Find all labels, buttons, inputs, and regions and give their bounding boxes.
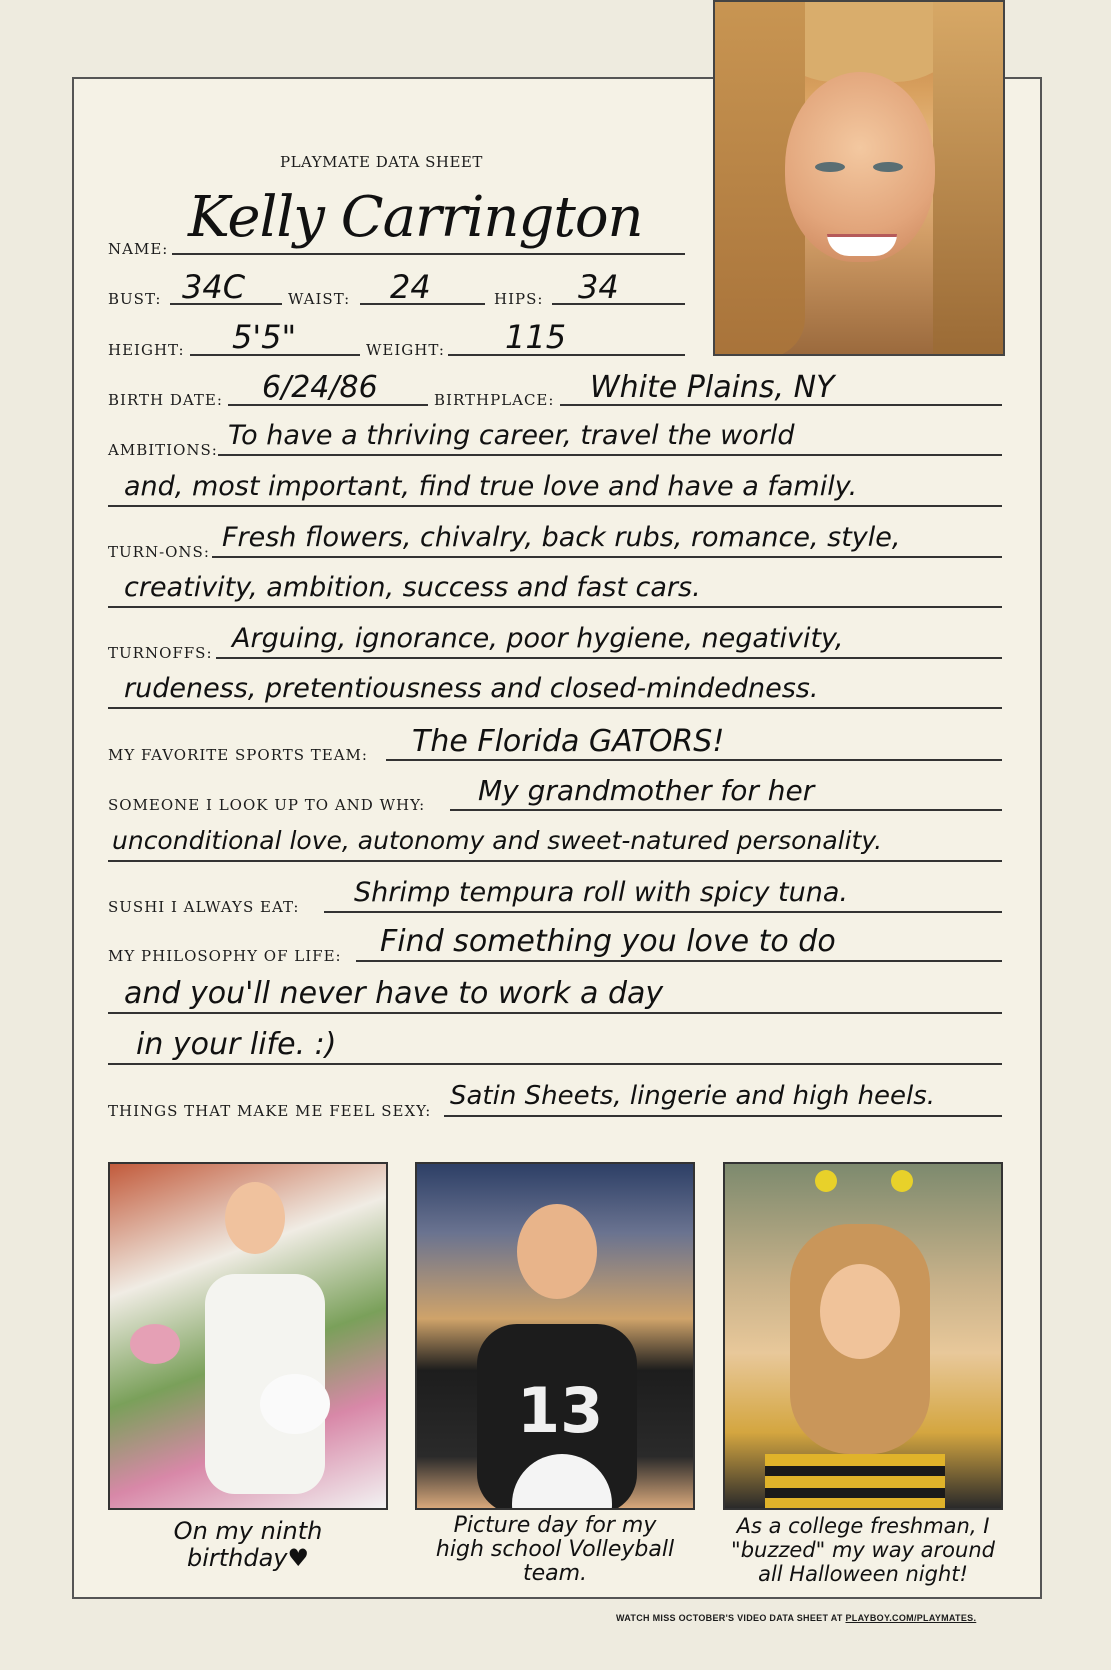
ambitions-value-2: and, most important, find true love and have a family.	[124, 471, 858, 502]
height-value: 5'5"	[232, 318, 297, 356]
turnoffs-value-2: rudeness, pretentiousness and closed-mindedness.	[124, 673, 819, 704]
philosophy-line-2	[108, 1012, 1002, 1014]
volleyball-caption-line: high school Volleyball	[435, 1537, 675, 1562]
philosophy-value-3: in your life. :)	[136, 1027, 337, 1062]
name-label: NAME:	[108, 240, 169, 258]
childhood-caption	[108, 1518, 388, 1572]
look-up-to-value-1: My grandmother for her	[478, 774, 815, 807]
weight-line	[448, 354, 685, 356]
philosophy-label: MY PHILOSOPHY OF LIFE:	[108, 947, 342, 965]
ambitions-value-1: To have a thriving career, travel the world	[228, 420, 795, 451]
turn-ons-value-1: Fresh flowers, chivalry, back rubs, romance, style,	[222, 522, 901, 553]
look-up-to-label: SOMEONE I LOOK UP TO AND WHY:	[108, 796, 426, 814]
sushi-label: SUSHI I ALWAYS EAT:	[108, 898, 300, 916]
sheet-title: PLAYMATE DATA SHEET	[280, 153, 483, 171]
bust-label: BUST:	[108, 290, 162, 308]
ambitions-line-1	[218, 454, 1002, 456]
turnoffs-value-1: Arguing, ignorance, poor hygiene, negativity,	[232, 623, 844, 654]
sushi-value: Shrimp tempura roll with spicy tuna.	[354, 877, 848, 908]
sushi-line	[324, 911, 1002, 913]
footer	[616, 1613, 976, 1623]
hips-label: HIPS:	[494, 290, 544, 308]
weight-value: 115	[505, 318, 567, 356]
look-up-to-line-2	[108, 860, 1002, 862]
volleyball-photo	[415, 1162, 695, 1510]
turn-ons-line-2	[108, 606, 1002, 608]
headshot-photo	[713, 0, 1005, 356]
sports-team-label: MY FAVORITE SPORTS TEAM:	[108, 746, 368, 764]
philosophy-line-1	[356, 960, 1002, 962]
volleyball-caption-line: team.	[522, 1561, 588, 1586]
sexy-value: Satin Sheets, lingerie and high heels.	[450, 1081, 936, 1111]
childhood-caption-line: birthday♥	[186, 1544, 310, 1572]
philosophy-line-3	[108, 1063, 1002, 1065]
look-up-to-value-2: unconditional love, autonomy and sweet-natured personality.	[112, 826, 883, 855]
sports-team-value: The Florida GATORS!	[412, 724, 725, 759]
hips-value: 34	[578, 268, 619, 306]
volleyball-caption	[408, 1514, 702, 1586]
halloween-caption-line: As a college freshman, I	[736, 1514, 990, 1538]
sports-team-line	[386, 759, 1002, 761]
turnoffs-line-1	[216, 657, 1002, 659]
name-value: Kelly Carrington	[188, 185, 643, 250]
look-up-to-line-1	[450, 809, 1002, 811]
height-label: HEIGHT:	[108, 341, 185, 359]
turn-ons-line-1	[212, 556, 1002, 558]
weight-label: WEIGHT:	[366, 341, 445, 359]
birth-date-label: BIRTH DATE:	[108, 391, 223, 409]
footer-text: WATCH MISS OCTOBER'S VIDEO DATA SHEET AT	[616, 1613, 843, 1623]
philosophy-value-2: and you'll never have to work a day	[124, 976, 664, 1011]
sexy-line	[444, 1115, 1002, 1117]
waist-label: WAIST:	[288, 290, 351, 308]
childhood-caption-line: On my ninth	[173, 1517, 323, 1545]
name-line	[172, 253, 685, 255]
childhood-photo	[108, 1162, 388, 1510]
ambitions-line-2	[108, 505, 1002, 507]
halloween-photo	[723, 1162, 1003, 1510]
footer-link[interactable]: PLAYBOY.COM/PLAYMATES.	[845, 1613, 977, 1623]
jersey-number: 13	[517, 1374, 604, 1447]
turn-ons-label: TURN-ONS:	[108, 543, 210, 561]
halloween-caption-line: "buzzed" my way around	[731, 1538, 995, 1562]
volleyball-caption-line: Picture day for my	[453, 1513, 657, 1538]
halloween-caption	[708, 1514, 1018, 1586]
sexy-label: THINGS THAT MAKE ME FEEL SEXY:	[108, 1102, 432, 1120]
birth-date-value: 6/24/86	[262, 370, 378, 405]
birthplace-value: White Plains, NY	[590, 370, 835, 405]
turnoffs-label: TURNOFFS:	[108, 644, 213, 662]
turn-ons-value-2: creativity, ambition, success and fast cars.	[124, 572, 701, 603]
bust-value: 34C	[182, 268, 246, 306]
turnoffs-line-2	[108, 707, 1002, 709]
halloween-caption-line: all Halloween night!	[758, 1562, 968, 1586]
philosophy-value-1: Find something you love to do	[380, 924, 836, 959]
birthplace-label: BIRTHPLACE:	[434, 391, 555, 409]
waist-value: 24	[390, 268, 431, 306]
ambitions-label: AMBITIONS:	[108, 441, 218, 459]
